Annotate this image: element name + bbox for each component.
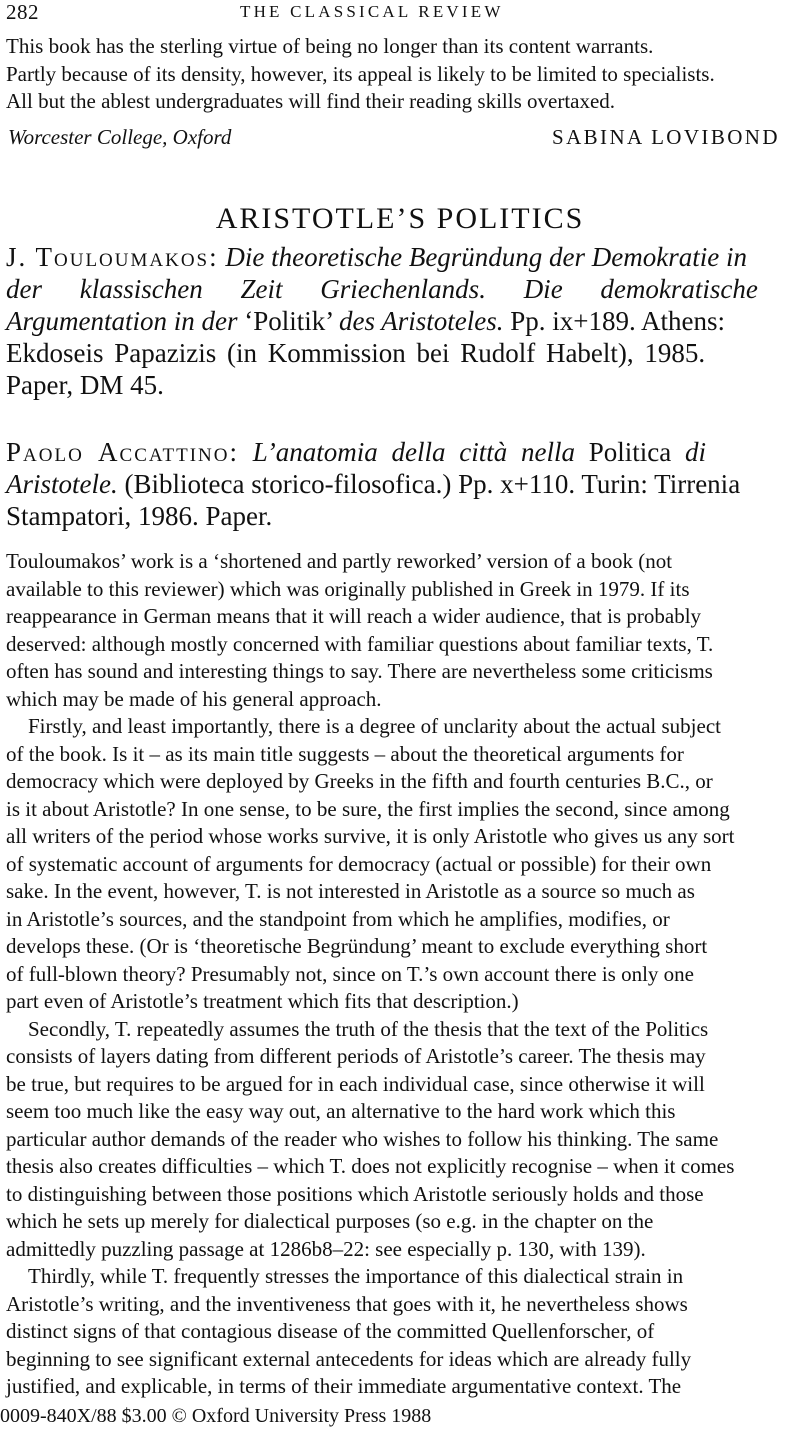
section-title: ARISTOTLE’S POLITICS [215, 202, 585, 235]
text-line: often has sound and interesting things to say. There are nevertheless some criticisms [6, 659, 713, 683]
intro-paragraph [6, 33, 800, 116]
book-title: Argumentation in der [6, 306, 238, 336]
text-line: to distinguishing between those positions which Aristotle seriously holds and those [6, 1181, 704, 1206]
text-line: of systematic account of arguments for democracy (actual or possible) for their own [6, 851, 712, 876]
text-line: in Aristotle’s sources, and the standpoint from which he amplifies, modifies, or [6, 906, 670, 931]
book-author: J. Touloumakos: [6, 242, 219, 272]
text-line: justified, and explicable, in terms of their immediate argumentative context. The [6, 1374, 682, 1398]
paragraph [6, 1263, 800, 1401]
book-author: Paolo Accattino: [6, 437, 239, 467]
text-line: Thirdly, while T. frequently stresses the importance of this dialectical strain in [28, 1264, 684, 1288]
text-line: Firstly, and least importantly, there is a degree of unclarity about the actual subject [28, 714, 721, 738]
entry-line [6, 500, 800, 532]
book-title: des Aristoteles. [339, 306, 504, 336]
text-line: seem too much like the easy way out, an alternative to the hard work which this [6, 1099, 676, 1123]
text-line: This book has the sterling virtue of being no longer than its content warrants. [6, 34, 654, 58]
entry-line [6, 273, 800, 305]
text-line: which may be made of his general approach. [6, 686, 382, 711]
book-entry [6, 436, 800, 532]
text-line: consists of layers dating from different periods of Aristotle’s career. The thesis may [6, 1044, 706, 1068]
entry-line [6, 241, 800, 273]
book-title: L’anatomia della città nella [252, 437, 575, 467]
book-title: der klassischen Zeit Griechenlands. Die demokratische [6, 274, 758, 304]
entry-line [6, 305, 800, 337]
entry-line [6, 468, 800, 500]
text-line: Partly because of its density, however, its appeal is likely to be limited to specialists. [6, 61, 715, 86]
text-line: is it about Aristotle? In one sense, to be sure, the first implies the second, since among [6, 796, 730, 821]
text-line: available to this reviewer) which was originally published in Greek in 1979. If its [6, 576, 690, 601]
text-line: of the book. Is it – as its main title suggests – about the theoretical arguments for [6, 741, 684, 766]
text-line: deserved: although mostly concerned with familiar questions about familiar texts, T. [6, 631, 714, 656]
text-line: all writers of the period whose works survive, it is only Aristotle who gives us any sort [6, 824, 735, 848]
text-line: part even of Aristotle’s treatment which fits that description.) [6, 989, 519, 1013]
text-line: All but the ablest undergraduates will find their reading skills overtaxed. [6, 89, 616, 113]
entry-line [6, 436, 800, 468]
book-details: Paper, DM 45. [6, 370, 164, 400]
text-line: be true, but requires to be argued for in each individual case, since otherwise it will [6, 1071, 705, 1096]
text-line: beginning to see significant external antecedents for ideas which are already fully [6, 1346, 692, 1371]
text-line: distinct signs of that contagious disease of the committed Quellenforscher, of [6, 1319, 655, 1343]
book-entry [6, 241, 800, 401]
paragraph [6, 713, 800, 1016]
page-number: 282 [6, 0, 39, 24]
text-line: thesis also creates difficulties – which T. does not explicitly recognise – when it comes [6, 1154, 735, 1178]
text-line: democracy which were deployed by Greeks in the fifth and fourth centuries B.C., or [6, 769, 713, 793]
text-line: Secondly, T. repeatedly assumes the truth of the thesis that the text of the Politics [28, 1016, 709, 1041]
text-line: develops these. (Or is ‘theoretische Begründung’ meant to exclude everything short [6, 934, 708, 958]
paragraph [6, 1016, 800, 1264]
book-title-roman: ‘Politik’ [237, 306, 339, 336]
book-title: Die theoretische Begründung der Demokratie in [225, 242, 748, 272]
book-details: Stampatori, 1986. Paper. [6, 501, 273, 531]
book-details: (Biblioteca storico-filosofica.) Pp. x+110. Turin: Tirrenia [117, 469, 741, 499]
text-line: reappearance in German means that it will reach a wider audience, that is probably [6, 604, 702, 628]
review-body [6, 548, 800, 1401]
book-details: Ekdoseis Papazizis (in Kommission bei Rudolf Habelt), 1985. [6, 338, 706, 368]
text-line: Touloumakos’ work is a ‘shortened and partly reworked’ version of a book (not [6, 549, 673, 573]
book-details: Pp. ix+189. Athens: [503, 306, 725, 336]
running-header: THE CLASSICAL REVIEW [240, 2, 504, 21]
text-line: admittedly puzzling passage at 1286b8–22: see especially p. 130, with 139). [6, 1236, 646, 1261]
book-title: Aristotele. [6, 469, 118, 499]
text-line: particular author demands of the reader who wishes to follow his thinking. The same [6, 1126, 719, 1151]
entry-line [6, 369, 800, 401]
copyright-footer: 0009-840X/88 $3.00 © Oxford University Press 1988 [0, 1405, 432, 1427]
book-title-roman: Politica [574, 437, 685, 467]
reviewer-name: SABINA LOVIBOND [552, 125, 780, 149]
entry-line [6, 337, 800, 369]
reviewer-affiliation: Worcester College, Oxford [8, 125, 232, 149]
text-line: of full-blown theory? Presumably not, since on T.’s own account there is only one [6, 961, 694, 986]
book-title: di [684, 437, 706, 467]
text-line: Aristotle’s writing, and the inventiveness that goes with it, he nevertheless shows [6, 1291, 688, 1316]
text-line: which he sets up merely for dialectical purposes (so e.g. in the chapter on the [6, 1209, 654, 1233]
paragraph [6, 548, 800, 713]
text-line: sake. In the event, however, T. is not interested in Aristotle as a source so much as [6, 879, 695, 903]
